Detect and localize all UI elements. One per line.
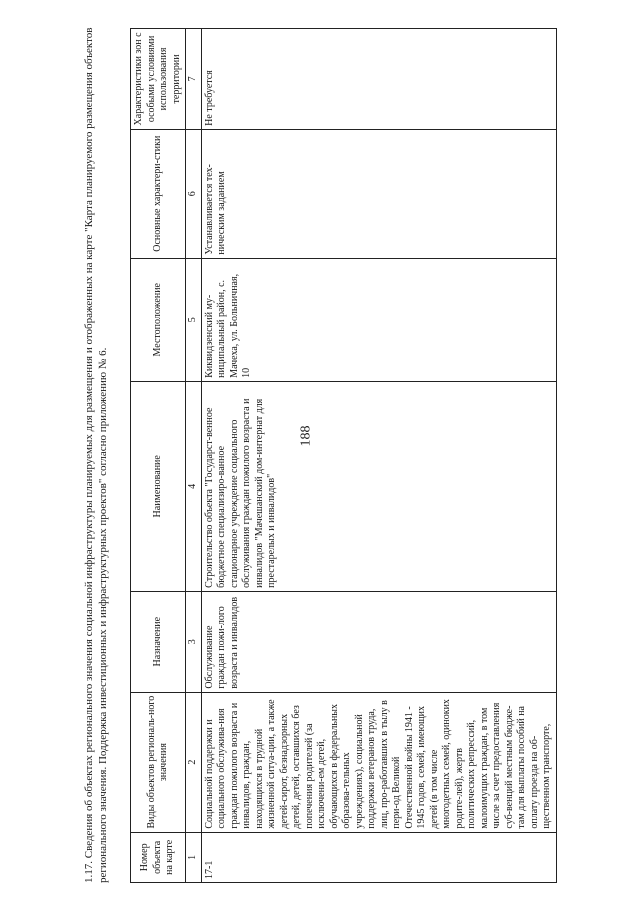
column-number: 2 xyxy=(186,692,202,832)
cell-number: 17-1 xyxy=(201,832,556,882)
column-number: 3 xyxy=(186,591,202,692)
table-header-row xyxy=(131,29,186,883)
column-number: 1 xyxy=(186,832,202,882)
column-number: 7 xyxy=(186,29,202,130)
table-row xyxy=(201,29,556,883)
cell-location: Киквидзенский му-ниципальный район, с. Мачеха, ул. Больничная, 10 xyxy=(201,258,556,381)
column-number-row xyxy=(186,29,202,883)
section-heading: 1.17. Сведения об объектах регионального значения социальной инфраструктуры планируемых для размещения и отображенных на карте "Карта планируемого размещения объектов регионального значения. Поддержка инвестиционных и инфраструктурных проектов" согласно приложению № 6. xyxy=(83,27,109,883)
cell-name: Строительство объекта "Государст-венное бюджетное специализиро-ванное стационарное учреждение социального обслуживания граждан пожилого возраста и инвалидов "Мачешанский дом-интернат для престарелых и инвалидов" xyxy=(201,381,556,591)
header-zones: Характеристики зон с особыми условиями использования территории xyxy=(131,29,186,130)
page-number: 188 xyxy=(298,425,314,447)
header-name: Наименование xyxy=(131,381,186,591)
landscape-content xyxy=(20,13,620,893)
cell-zones: Не требуется xyxy=(201,29,556,130)
header-number: Номер объекта на карте xyxy=(131,832,186,882)
header-location: Местоположение xyxy=(131,258,186,381)
cell-characteristics: Устанавливается тех-ническим заданием xyxy=(201,129,556,258)
header-type: Виды объектов региональ-ного значения xyxy=(131,692,186,832)
column-number: 4 xyxy=(186,381,202,591)
column-number: 5 xyxy=(186,258,202,381)
column-number: 6 xyxy=(186,129,202,258)
objects-table xyxy=(130,28,557,883)
cell-purpose: Обслуживание граждан пожи-лого возраста и инвалидов xyxy=(201,591,556,692)
header-characteristics: Основные характери-стики xyxy=(131,129,186,258)
cell-type: Социальной поддержки и социального обслужива-ния граждан пожилого возраста и инвалидов, граждан, находящихся в трудной жизненной ситуа-ции, а также детей-сирот, безнадзорных детей, детей, оставшихся без попечения родителей (за исключени-ем детей, обучающихся в федеральных образова-тельных учреждениях), социальной поддержки ветеранов труда, лиц, про-работавших в тылу в пери-од Великой Отечественной войны 1941 - 1945 годов, семей, имеющих детей (в том числе многодетных семей, одиноких родите-лей), жертв политических репрессий, малоимущих граждан, в том числе за счет предоставления суб-венций местным бюдже-там для выплаты пособий на оплату проезда на об-щественном транспорте, xyxy=(201,692,556,832)
header-purpose: Назначение xyxy=(131,591,186,692)
